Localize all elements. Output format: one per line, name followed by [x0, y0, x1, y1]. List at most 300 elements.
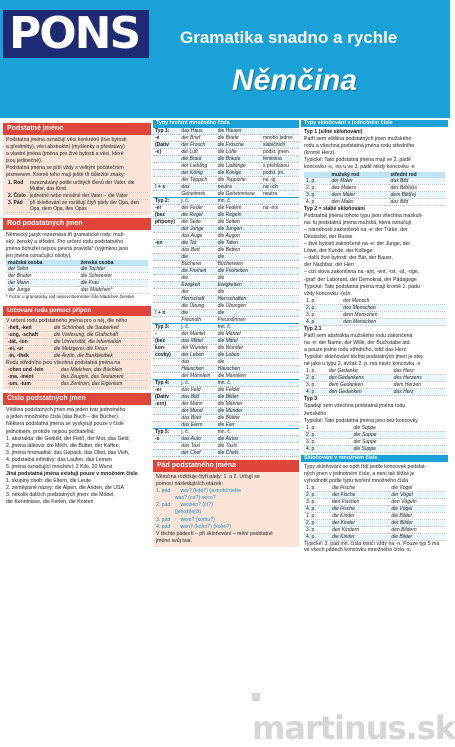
note-cell: [261, 450, 299, 457]
table-row: [153, 198, 299, 205]
text-line: Podstatná jména označují věci konkrétní (live bytosti: [6, 137, 127, 143]
note-cell: [261, 331, 299, 338]
word-cell: die: [216, 359, 261, 366]
text-line: Patří sem většina podstatných jmen mužského: [304, 136, 412, 143]
word-cell: Häuschen: [179, 366, 215, 373]
note-cell: [261, 219, 299, 226]
table-row: 1. p. der Mensch: [304, 298, 445, 305]
type-heading: Typ 1 (silné skloňování): [304, 129, 363, 135]
note-cell: [261, 240, 299, 247]
table-row: [153, 163, 299, 170]
table-row: 2. p. der Suppe: [304, 431, 445, 438]
declension-table-1: [304, 172, 445, 206]
table-row: [153, 345, 299, 352]
table-row: 4. p. den Gedanken das Herz: [304, 389, 445, 396]
text-line: 1. pád wer? (kdo?) (a mohli nebo: [156, 488, 241, 495]
note-cell: [261, 401, 299, 408]
word-cell: das: [179, 359, 215, 366]
note-cell: [261, 429, 299, 436]
text-line: 4. podstatná infinitivy: das Laufen, das Lernen: [6, 456, 112, 463]
table-row: [153, 296, 299, 303]
text-line: vyhodnotit podle typu tvoření množného čísla: [304, 477, 409, 484]
type-cell: Typ 3:: [153, 324, 179, 331]
type-cell: [153, 366, 179, 373]
table-row: [153, 142, 299, 149]
table-row: 2. p. des Menschen: [304, 304, 445, 311]
word-cell: der Leben: [179, 352, 215, 359]
column-3: [301, 120, 448, 626]
word-cell: die Teppiche: [216, 177, 261, 184]
type-cell: [153, 275, 179, 282]
type-cell: [153, 226, 179, 233]
type-cell: [153, 317, 179, 324]
word-cell: die Übung: [179, 303, 215, 310]
word-cell: die Betten: [216, 247, 261, 254]
word-cell: mn. č.: [216, 429, 261, 436]
type-cell: [153, 373, 179, 380]
cover-header: [0, 0, 450, 118]
word-cell: die Seiten: [216, 219, 261, 226]
table-row: [153, 359, 299, 366]
word-cell: das Haus: [179, 128, 215, 135]
type-cell: [153, 170, 179, 177]
type-cell: ! + s: [153, 184, 179, 191]
note-cell: podst. jmen: [261, 149, 299, 156]
table-row: der Sohn die Tochter: [6, 266, 148, 273]
word-cell: Herrschaften: [216, 296, 261, 303]
word-cell: das Bild: [179, 394, 215, 401]
pons-logo: PONS: [3, 10, 149, 58]
section-title: Skloňování v množném čísle: [301, 455, 448, 462]
table-row: [153, 268, 299, 275]
type-cell: [153, 254, 179, 261]
word-cell: der: [179, 289, 215, 296]
plural-declension-table: [304, 485, 445, 541]
table-row: [153, 408, 299, 415]
text-line: Patří sem abstrakta mužského rodu zakončená: [304, 332, 413, 339]
table-row: [153, 324, 299, 331]
column-header: mužský rod: [330, 172, 389, 178]
text-line: jednotném, protože nejsou počitatelná:: [6, 428, 96, 435]
table-row: [153, 219, 299, 226]
table-row: der Junge das Mädchen*: [6, 286, 148, 293]
word-cell: die Jungen: [216, 226, 261, 233]
table-row: -chen und -lein das Mädchen, das Büchlein: [6, 367, 148, 374]
column-2: [153, 120, 299, 626]
text-line: (jehož/jejíž): [156, 509, 202, 516]
word-cell: die Autos: [216, 436, 261, 443]
word-cell: mn. č.: [216, 324, 261, 331]
gender-table: [6, 260, 148, 294]
table-row: [153, 450, 299, 457]
section-title: Pád podstatného jména: [153, 460, 299, 472]
table-row: [153, 380, 299, 387]
note-cell: [261, 324, 299, 331]
book-title: Gramatika snadno a rychle: [180, 28, 398, 47]
section-body: [301, 127, 448, 455]
table-row: [153, 205, 299, 212]
table-row: 4. p. den Maler das Bild: [304, 198, 445, 205]
text-line: – národnosti zakončené na -e: der Türke, der: [304, 226, 408, 233]
table-row: [153, 331, 299, 338]
word-cell: die Mäntel: [216, 331, 261, 338]
table-row: -tät, -ion die Universität, die Information: [6, 339, 148, 346]
type-cell: (Dativ: [153, 142, 179, 149]
text-line: vždy koncovku -(e)n.: [304, 290, 352, 297]
text-line: Podstatná jména tohoto typu jsou všechna maskuli-: [304, 212, 423, 219]
table-row: [153, 156, 299, 163]
table-row: -ei, -ur die Metzgerei, die Frisur: [6, 346, 148, 353]
table-row: [153, 135, 299, 142]
text-line: jsou jedinečné).: [6, 158, 43, 165]
watermark-dot-icon: [252, 693, 260, 701]
word-cell: die Taxis: [216, 443, 261, 450]
text-line: V těchto pádech – při skloňování – mění podstatné: [156, 530, 273, 537]
word-cell: die: [179, 310, 215, 317]
plural-types-table: [153, 127, 299, 457]
note-cell: mnoho jedno-: [261, 135, 299, 142]
note-cell: [261, 338, 299, 345]
word-cell: die Blätter: [216, 415, 261, 422]
word-cell: die Geheimnisse: [216, 191, 261, 198]
word-cell: neutra: [216, 184, 261, 191]
note-cell: na -ich: [261, 184, 299, 191]
table-row: 3. p. den Kindern den Bildern: [304, 527, 445, 534]
word-cell: der Junge: [179, 226, 215, 233]
declension-table-4: [304, 425, 445, 453]
type-cell: Typ 2:: [153, 198, 179, 205]
table-row: [153, 233, 299, 240]
table-row: [153, 212, 299, 219]
table-row: 1. Rod rozeznáváný podle určitých členů der Vater, die Mutter, das Kind: [6, 180, 148, 193]
text-line: né jako u typu 2, avšak 2. p. má navíc koncovku -s: [304, 361, 421, 368]
type-cell: -: [153, 331, 179, 338]
text-line: – cizí slova zakončená na -ant, -ent, -ist, -at, -oge,: [304, 269, 420, 276]
word-cell: die: [179, 275, 215, 282]
note-cell: [261, 198, 299, 205]
note-cell: neutra: [261, 191, 299, 198]
table-row: [153, 282, 299, 289]
word-cell: Freundinnen: [216, 317, 261, 324]
word-cell: die: [179, 254, 215, 261]
section-body: [3, 135, 151, 215]
note-cell: [261, 408, 299, 415]
type-cell: [153, 233, 179, 240]
word-cell: die Wunder: [216, 345, 261, 352]
note-cell: na -ig: [261, 177, 299, 184]
type-cell: Typ 5:: [153, 429, 179, 436]
word-cell: der Feder: [179, 205, 215, 212]
table-row: -ma, -ment das Zeugnis, das Testament: [6, 374, 148, 381]
word-cell: Geheimnis: [179, 191, 215, 198]
word-cell: j. č.: [179, 380, 215, 387]
section-body: [301, 462, 448, 556]
text-line: 2. zeměpisné názvy: die Alpen, die Anden, die USA: [6, 485, 124, 492]
suffix-table: [6, 325, 148, 360]
table-row: [153, 422, 299, 429]
table-row: 1. p. die Fische die Vögel: [304, 485, 445, 492]
table-row: [153, 436, 299, 443]
type-cell: přípony): [153, 219, 179, 226]
text-line: rodu a všechna podstatná jména rodu středního: [304, 143, 415, 150]
note-cell: [261, 226, 299, 233]
word-cell: j. č.: [179, 429, 215, 436]
word-cell: der Mantel: [179, 331, 215, 338]
note-cell: [261, 436, 299, 443]
text-line: jen jména označující osoby).: [6, 252, 72, 259]
word-cell: die Lüfte: [216, 149, 261, 156]
word-cell: die Augen: [216, 233, 261, 240]
type-cell: -er: [153, 387, 179, 394]
note-cell: [261, 289, 299, 296]
table-row: [153, 177, 299, 184]
word-cell: der Frosch: [179, 142, 215, 149]
table-row: [153, 310, 299, 317]
type-cell: [153, 422, 179, 429]
note-cell: [261, 275, 299, 282]
note-cell: [261, 233, 299, 240]
type-cell: [153, 282, 179, 289]
table-row: 3. p. dem Gedanken dem Herzen: [304, 382, 445, 389]
declension-table-3: [304, 368, 445, 396]
text-line: na: tu podstatná jména mužská, která označují: [304, 219, 412, 226]
word-cell: Büchereien: [216, 261, 261, 268]
table-row: 2. p. des Malers des Bild(e)s: [304, 184, 445, 191]
text-line: die Kenntnisse, die Ferien, die Kosten: [6, 499, 94, 506]
table-row: [153, 415, 299, 422]
text-line: Spadají sem všechna podstatná jména rodu: [304, 403, 406, 410]
section-title: Rod podstatných jmen: [3, 218, 151, 230]
language-title: Němčina: [232, 64, 358, 97]
text-line: Většina podstatných jmen má jeden tvar jednotného: [6, 407, 126, 414]
word-cell: die Regeln: [216, 212, 261, 219]
note-cell: [261, 366, 299, 373]
column-header: mužská osoba: [6, 260, 79, 266]
word-cell: die Luft: [179, 149, 215, 156]
word-cell: die Regel: [179, 212, 215, 219]
table-row: [153, 275, 299, 282]
note-cell: [261, 317, 299, 324]
type-cell: [153, 443, 179, 450]
text-line: Německý jazyk rozeznává tři gramatické rody: muž-: [6, 231, 125, 238]
section-title: Podstatné jméno: [3, 123, 151, 135]
word-cell: die Braut: [179, 156, 215, 163]
word-cell: Freundin: [179, 317, 215, 324]
word-cell: der Chef: [179, 450, 215, 457]
type-cell: [153, 247, 179, 254]
note-cell: [261, 247, 299, 254]
footnote: * Pozor u gramaticky rod nepoví Bernroter šíře Mädchen ženské: [6, 293, 135, 299]
table-row: [153, 289, 299, 296]
declension-table-2: [304, 298, 445, 326]
text-line: was? (co?) neco?: [156, 495, 216, 502]
word-cell: der Brief: [179, 135, 215, 142]
table-row: [153, 317, 299, 324]
word-cell: die Männlein: [216, 373, 261, 380]
subsection-heading: Jiná podstatná jména existují pouze v množném čísle: [6, 471, 138, 478]
text-line: 5. jména označující množství: 2 Kilo, 20 Wurst: [6, 463, 113, 470]
text-line: Löwe, der Kunde, der Kollege: [304, 248, 373, 255]
word-cell: Ewigkeit: [179, 282, 215, 289]
table-row: [153, 184, 299, 191]
note-cell: [261, 380, 299, 387]
table-row: [153, 443, 299, 450]
word-cell: die Könige: [216, 170, 261, 177]
type-cell: [153, 261, 179, 268]
type-cell: -s: [153, 436, 179, 443]
word-cell: der Mann: [179, 401, 215, 408]
type-cell: covky): [153, 352, 179, 359]
word-cell: die Eier: [216, 422, 261, 429]
note-cell: [261, 268, 299, 275]
text-line: Rodu středního jsou všechna podstatná jména na: [6, 360, 121, 367]
table-row: -ung, -schaft die Vorlesung, die Grafschaft: [6, 332, 148, 339]
table-row: 2. Číslo jednotné nebo množné der Vater – die Väter: [6, 192, 148, 199]
word-cell: die: [216, 254, 261, 261]
note-cell: [261, 373, 299, 380]
section-body: [153, 472, 299, 547]
table-row: 1. p. die Suppe: [304, 425, 445, 432]
word-cell: die Freiheiten: [216, 268, 261, 275]
note-cell: [261, 254, 299, 261]
watermark: martinus.sk: [252, 671, 455, 747]
note-cell: [261, 303, 299, 310]
table-row: 4. p. die Kinder die Bilder: [304, 534, 445, 541]
word-cell: j. č.: [179, 198, 215, 205]
type-cell: [153, 303, 179, 310]
table-row: der Bruder die Schwester: [6, 272, 148, 279]
word-cell: mn. č.: [216, 380, 261, 387]
text-line: 2. jména látková: die Milch, die Butter, der Kaffee,: [6, 442, 121, 449]
text-line: -graf: der Laborant, der Demokrat, der Pädagoge: [304, 276, 417, 283]
table-row: [153, 401, 299, 408]
type-cell: -e): [153, 149, 179, 156]
text-line: na -e: der Name, der Wille, der Buchstabe atd.: [304, 339, 411, 346]
text-line: Typické: Tato podstatná jména mají kromě 1. pádu: [304, 283, 420, 290]
table-row: -in, -thek die Ärztin, die Bankbiothek: [6, 353, 148, 360]
column-header: ženská osoba: [79, 260, 148, 266]
word-cell: die Taten: [216, 240, 261, 247]
table-row: [153, 338, 299, 345]
type-cell: (bez: [153, 212, 179, 219]
text-line: 4. pád wen? (koho?) (koho?): [156, 523, 231, 530]
table-row: 3. p. dem Maler dem Bild(e): [304, 191, 445, 198]
word-cell: die Lieblinge: [216, 163, 261, 170]
text-line: 3. několik dalších podstatných jmen: die Möbel,: [6, 492, 115, 499]
text-line: ných jmen v jednotném čísle, a není tak těžké je: [304, 470, 415, 477]
text-line: Deutsche, der Russe: [304, 233, 353, 240]
section-body: [3, 405, 151, 508]
note-cell: [261, 443, 299, 450]
text-line: a vlastní jména (jména pro živé bytosti a věci, které: [6, 151, 124, 158]
word-cell: die: [216, 289, 261, 296]
type-cell: -ern): [153, 401, 179, 408]
text-line: (kromě Herz).: [304, 150, 336, 157]
word-cell: Ewigkeiten: [216, 282, 261, 289]
text-line: V určení rodu podstatného jména pro u něj, dle něho: [6, 318, 128, 325]
section-title: Typy skloňování v jednotném čísle: [301, 120, 448, 127]
section-body: [3, 316, 151, 390]
note-cell: na -nis: [261, 205, 299, 212]
word-cell: das Feld: [179, 387, 215, 394]
table-row: [153, 261, 299, 268]
word-cell: der Teppich: [179, 177, 215, 184]
word-cell: das Auge: [179, 233, 215, 240]
word-cell: die Übungen: [216, 303, 261, 310]
table-row: [153, 429, 299, 436]
word-cell: die Häuser: [216, 128, 261, 135]
word-cell: die Seite: [179, 219, 215, 226]
type-cell: -e: [153, 135, 179, 142]
subsection-title: Určování rodu pomocí přípon: [3, 306, 151, 316]
text-line: Typické: 3. pád mn. čísla končí vždy na -n. Pouze typ 5 má ve všech pádech koncovku množného čísla -s.: [304, 541, 440, 554]
table-row: [153, 149, 299, 156]
word-cell: die Tat: [179, 240, 215, 247]
word-cell: die Bräute: [216, 156, 261, 163]
type-cell: [153, 191, 179, 198]
features-table: [6, 180, 148, 213]
word-cell: die Felder: [216, 387, 261, 394]
text-line: ský, ženský a střední. Pro určení rodu podstatného: [6, 238, 124, 245]
type-cell: [153, 156, 179, 163]
text-line: Typické: skloňování těchto podstatných jmen je stej-: [304, 354, 424, 361]
suffix-table-neuter: [6, 367, 148, 388]
section-title: Typy tvoření množného čísla: [153, 120, 299, 127]
word-cell: Herrschaft: [179, 296, 215, 303]
type-cell: kon-: [153, 345, 179, 352]
note-cell: [261, 212, 299, 219]
word-cell: der Mund: [179, 408, 215, 415]
text-line: a předměty), věci abstraktní (myšlenky a představy): [6, 144, 125, 151]
note-cell: [261, 345, 299, 352]
word-cell: die Federn: [216, 205, 261, 212]
word-cell: das Eiern: [179, 422, 215, 429]
word-cell: der König: [179, 170, 215, 177]
type-heading: Typ 3: [304, 396, 318, 403]
text-line: jméno svůj tvar.: [156, 537, 193, 544]
text-line: der Nachbar, der Herr: [304, 262, 355, 269]
word-cell: der Wunder: [179, 345, 215, 352]
word-cell: die Männer: [216, 401, 261, 408]
text-line: – živé bytosti zakončené na -e: der Junge, der: [304, 241, 411, 248]
text-line: 2. pád wessen? (čí?): [156, 502, 213, 509]
note-cell: [261, 394, 299, 401]
note-cell: [261, 261, 299, 268]
table-row: 3. Pád při skloňování se rozlišují čtyři pády der Opa, den Opa, dem Opa, des Opas: [6, 199, 148, 212]
type-cell: [153, 408, 179, 415]
table-row: [153, 303, 299, 310]
table-row: 1. p. der Gedanke das Herz: [304, 368, 445, 375]
table-row: 4. p. die Suppe: [304, 445, 445, 452]
table-row: [153, 373, 299, 380]
type-cell: Typ 1:: [153, 128, 179, 135]
word-cell: die Münder: [216, 408, 261, 415]
note-cell: [261, 296, 299, 303]
word-cell: das Bett: [179, 247, 215, 254]
note-cell: [261, 359, 299, 366]
word-cell: das: [179, 184, 215, 191]
table-row: 1. p. die Kinder die Bilder: [304, 513, 445, 520]
table-row: 2. p. der Kinder der Bilder: [304, 520, 445, 527]
type-heading: Typ 2 = slabé skloňování: [304, 205, 365, 212]
text-line: – další živé bytosti: der Bär, der Bauer,: [304, 255, 393, 262]
column-1: [3, 120, 151, 626]
text-line: a jeden množného čísla (das Buch – die Bücher).: [6, 414, 120, 421]
word-cell: Bücherei: [179, 261, 215, 268]
section-body: [3, 230, 151, 303]
table-row: 4. p. die Fische die Vögel: [304, 506, 445, 513]
type-cell: [153, 268, 179, 275]
